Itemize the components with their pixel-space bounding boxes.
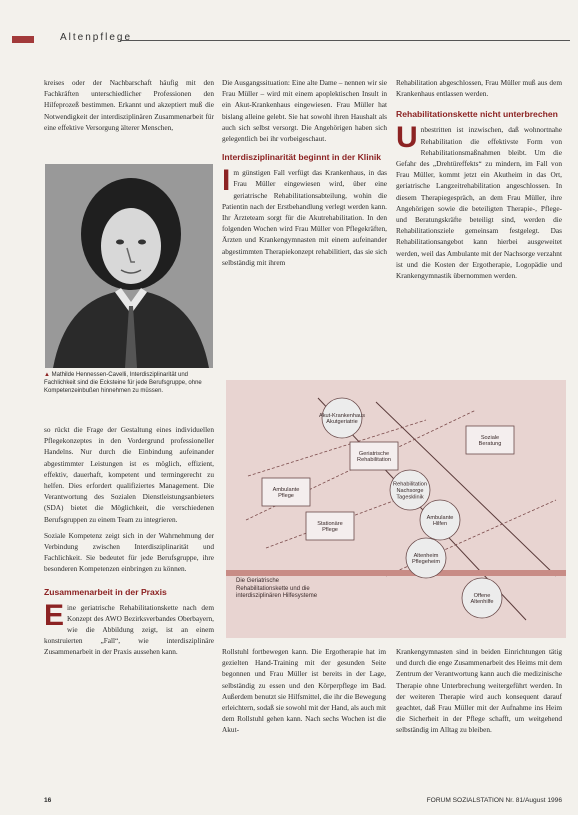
section-title: Altenpflege <box>60 32 133 43</box>
diagram-node-label: Soziale Beratung <box>478 434 502 448</box>
col2-top-text: Die Ausgangssituation: Eine alte Dame – nennen wir sie Frau Müller – wird mit einem apoplektischen Insult in ein Akut-Krankenhaus eingewiesen. Frau Müller hat bislang alleine gelebt. Sie hat sowohl ihren Haushalt als auch sich selbst versorgt. Die Angehörigen haben sich gelegentlich bei ihr vorbeigeschaut. <box>222 78 387 144</box>
diagram-node-label: Ambulante Pflege <box>272 486 300 500</box>
column-1-intro <box>44 77 214 133</box>
section-klinik-text <box>222 164 387 268</box>
section-praxis-body: ine geriatrische Rehabilitationskette nach dem Konzept des AWO Bezirksverbandes Oberbayern, wie die Abbildung zeigt, ist an einem konstruierten „Fall“, wie interdisziplinäre Zusammenarbeit in der Praxis aussehen kann. <box>44 602 214 657</box>
diagram-node-label: Offene Altenhilfe <box>470 592 494 606</box>
column-3-top <box>396 77 562 281</box>
col1-top-text: kreises oder der Nachbarschaft häufig mit den Fachkräften unterschiedlicher Professionen den Hilfeprozeß bestimmen. Erkannt und akzeptiert muß die Notwendigkeit der interdisziplinären Zusammenarbeit für eine effektive Versorgung älterer Menschen, <box>44 78 214 132</box>
drop-cap-e: E <box>44 598 65 632</box>
portrait-image <box>45 164 213 368</box>
section-kette-text <box>396 121 562 281</box>
drop-cap-u: U <box>396 121 418 155</box>
rehabilitation-chain-diagram <box>226 380 566 638</box>
col1-mid-text: so rückt die Frage der Gestaltung eines individuellen Pflegekonzeptes in den Vordergrund professioneller Handelns. Nur durch die Einbindung aufeinander abgestimmter Leistungen ist es möglich, effizient, effektiv, dauerhaft, kompetent und termingerecht zu helfen. Dies erfordert qualifiziertes Management. Die Verantwortung des Sozialen Dienstleistungsanbieters (SDA) bietet die Möglichkeit, die verschiedenen Berufsgruppen zu einem Team zu integrieren. <box>44 425 214 524</box>
section-heading-klinik: Interdisziplinarität beginnt in der Klinik <box>222 152 381 163</box>
section-header <box>12 33 570 46</box>
section-heading-praxis: Zusammenarbeit in der Praxis <box>44 586 167 597</box>
caption-triangle-icon: ▲ <box>44 372 52 378</box>
section-kette-body: nbestritten ist inzwischen, daß wohnortnahe Rehabilitation die effektivste Form von Rehabilitationsmaßnahmen bleibt. Um die Gefahr des „Drehtüreffekts“ zu mindern, im Fall von Frau Müller, kommt jetzt ein Akutheim in das Ort, geriatrische Langzeitrehabilitation angeschlossen. In diesem Therapiegespräch, an dem Frau Müller, ihre Angehörigen sowie die beteiligten Therapie-, Pflege- und Beratungskräfte beteiligt sind, werden die Rehabilitationsziele gemeinsam festgelegt. Das Rehabilitationsangebot kann hierbei ausgeweitet werden, weil das Ambulante mit der Nachsorge verzahnt ist und die Kosten der Ergotherapie, Logopädie und Krankengymnastik übernommen werden. <box>396 125 562 281</box>
diagram-node-label: Rehabilitation Nachsorge Tagesklinik <box>393 481 427 501</box>
col3-top-text: Rehabilitation abgeschlossen, Frau Müller muß aus dem Krankenhaus entlassen werden. <box>396 78 562 99</box>
col1-mid2-text: Soziale Kompetenz zeigt sich in der Wahrnehmung der Verbindung zwischen Interdisziplinarität und Fachlichkeit. Sie bedeutet für jede Berufsgruppe, ihre besonderen Kompetenzen einbringen zu können. <box>44 530 214 574</box>
diagram-node-label: Akut-Krankenhaus Akutgeriatrie <box>318 412 366 426</box>
col2-bottom-text: Rollstuhl fortbewegen kann. Die Ergotherapie hat im gezielten Hand-Training mit der gesunden Seite begonnen und Frau Müller ist bereits in der Lage, selbständig zu essen und den Körperpflege im Bad. Außerdem benutzt sie Hilfsmittel, die ihr die Bewegung erleichtern, sodaß sie sowohl mit der Hand, als auch mit dem Rollstuhl gehen kann. Nach sechs Wochen ist die Akut- <box>222 647 386 735</box>
column-2-bottom <box>222 646 386 736</box>
column-3-bottom <box>396 646 562 736</box>
diagram-node-label: Altenheim Pflegeheim <box>412 552 440 566</box>
diagram-node-label: Ambulante Hilfen <box>426 514 454 528</box>
diagram-node-label: Geriatrische Rehabilitation <box>357 450 391 464</box>
photo-caption <box>44 371 214 395</box>
column-1-main <box>44 424 214 658</box>
section-klinik-body: m günstigen Fall verfügt das Krankenhaus, in das Frau Müller eingewiesen wird, über eine geriatrische Rehabilitationsabteilung, wohin die Patientin nach der Erstbehandlung verlegt werden kann. Ihr Ärzteteam sorgt für die Akutrehabilitation. In den folgenden Wochen wird Frau Müller von Pflegekräften, Ärzten und Krankengymnasten mit einem aufeinander abgestimmten Therapiekonzept rehabilitiert, das sie sich selbständig mit ihrem <box>222 168 387 267</box>
section-color-bar <box>12 36 34 43</box>
section-praxis-text <box>44 598 214 658</box>
diagram-node-label: Stationäre Pflege <box>317 520 343 534</box>
col3-bottom-text: Krankengymnasten sind in beiden Einrichtungen tätig und durch die enge Zusammenarbeit des Heims mit dem Zentrum der Verantwortung kann auch die medizinische Therapie ohne Unterbrechung weitergeführt werden. In der weiteren Therapie wird auch konsequent darauf geachtet, daß Frau Müller mit der Aufnahme ins Heim die Sicherheit in der Pflege schafft, um weitgehend selbständig im Alltag zu bleiben. <box>396 647 562 735</box>
portrait-photo <box>45 164 213 368</box>
drop-cap-i: I <box>222 164 231 198</box>
diagram-band <box>226 570 566 576</box>
page-number: 16 <box>44 797 52 804</box>
caption-text: Mathilde Hennessen-Cavelli, Interdisziplinarität und Fachlichkeit sind die Ecksteine für jede Berufsgruppe, ohne Kompetenzeinbußen hinnehmen zu müssen. <box>44 372 202 394</box>
magazine-info: FORUM SOZIALSTATION Nr. 81/August 1996 <box>426 797 562 804</box>
section-heading-kette: Rehabilitationskette nicht unterbrechen <box>396 109 558 120</box>
header-rule <box>120 40 570 41</box>
column-2-top <box>222 77 387 268</box>
diagram-legend: Die Geriatrische Rehabilitationskette und die interdisziplinären Hilfesysteme <box>236 578 318 599</box>
